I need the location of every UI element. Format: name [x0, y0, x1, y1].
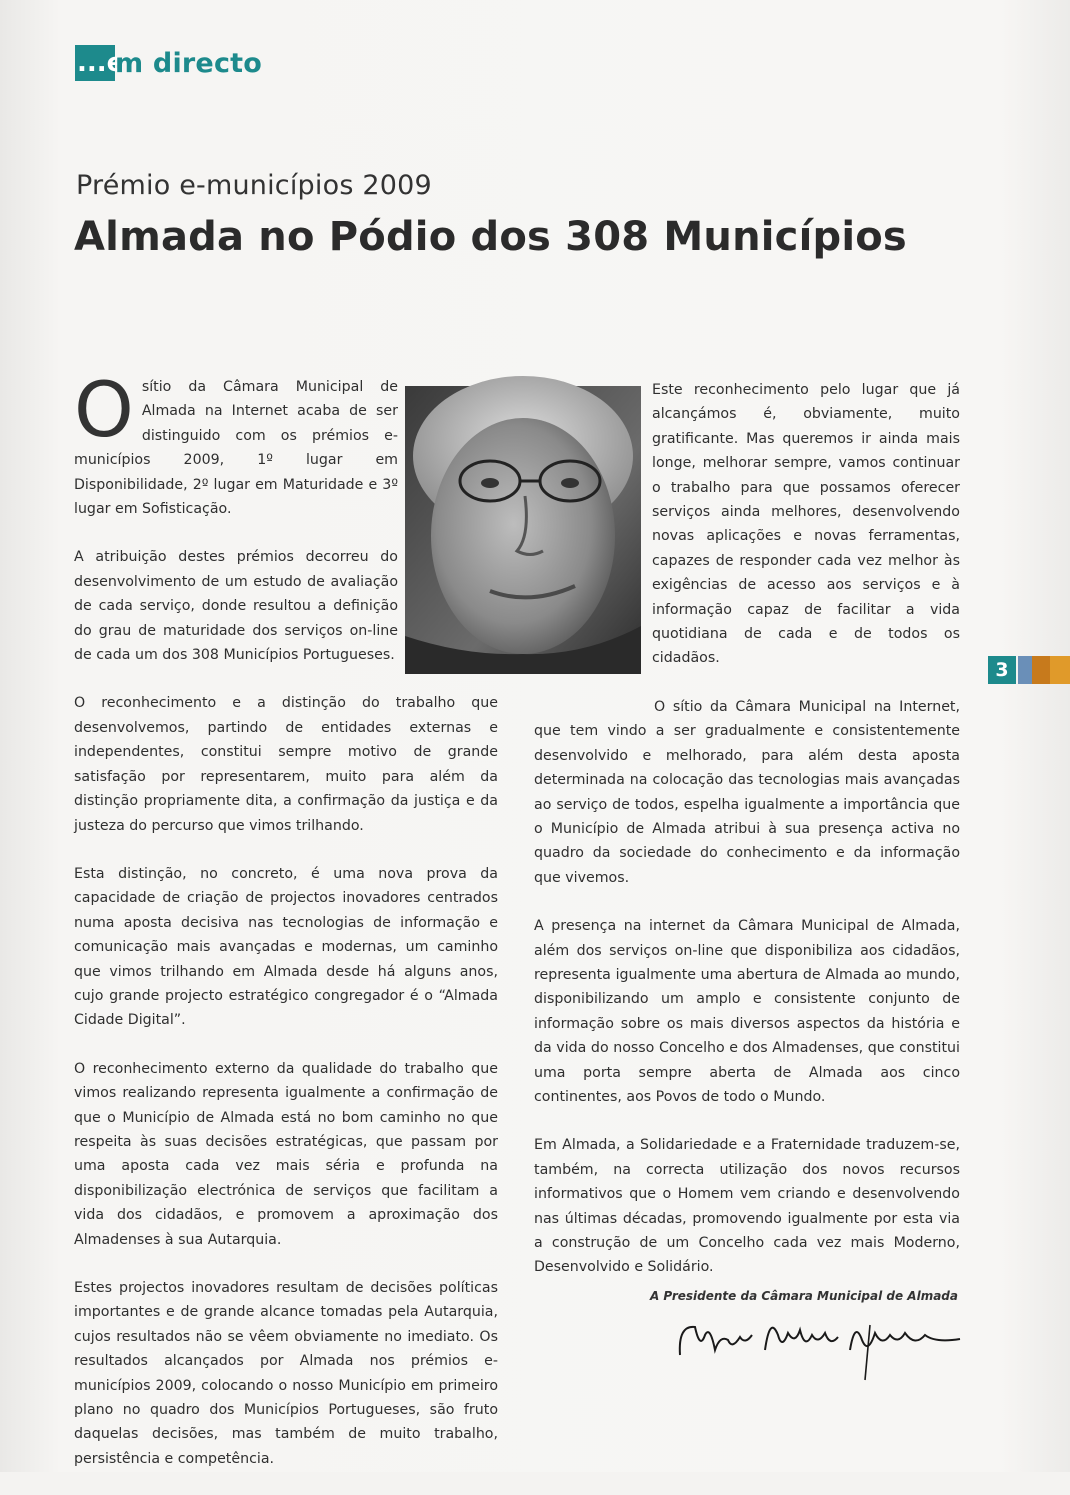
paragraph-text: Em Almada, a Solidariedade e a Fraternidade traduzem-se, também, na correcta utilização dos novos recursos informativos que o Homem vem criando e desenvolvendo nas últimas décadas, promovendo igualmente por esta via a construção de um Concelho cada vez mais Moderno, Desenvolvido e Solidário.: [534, 1137, 960, 1276]
paragraph: [534, 914, 960, 1109]
section-tag-box: ...e: [75, 45, 115, 81]
paragraph-text: A atribuição destes prémios decorreu do desenvolvimento de um estudo de avaliação de cada serviço, donde resultou a definição do grau de maturidade dos serviços on-line de cada um dos 308 Municípios Portugueses.: [74, 549, 398, 664]
paragraph: [534, 378, 960, 671]
paragraph-text: sítio da Câmara Municipal de Almada na Internet acaba de ser distinguido com os prémios e-municípios 2009, 1º lugar em Disponibilidade, 2º lugar em Maturidade e 3º lugar em Sofisticação.: [74, 379, 398, 518]
paragraph-text: O reconhecimento e a distinção do trabalho que desenvolvemos, partindo de entidades externas e independentes, constitui sempre motivo de grande satisfação por representarem, muito para além da distinção propriamente dita, a confirmação da justiça e da justeza do percurso que vimos trilhando.: [74, 695, 498, 834]
handwritten-signature: [670, 1305, 970, 1385]
paragraph-text: Estes projectos inovadores resultam de decisões políticas importantes e de grande alcance tomadas pela Autarquia, cujos resultados não se vêem obviamente no imediato. Os resultados alcançados por Almada nos prémios e-municípios 2009, colocando o nosso Município em primeiro plano no quadro dos Municípios Portugueses, são fruto daquelas decisões, mas também de muito trabalho, persistência e competência.: [74, 1280, 498, 1467]
drop-cap: O: [74, 365, 134, 454]
paragraph-text: Esta distinção, no concreto, é uma nova prova da capacidade de criação de projectos inovadores centrados numa aposta decisiva nas tecnologias de informação e comunicação mais avançadas e modernas, um caminho que vimos trilhando em Almada desde há alguns anos, cujo grande projecto estratégico congregador é o “Almada Cidade Digital”.: [74, 865, 498, 1029]
paragraph-text: A presença na internet da Câmara Municipal de Almada, além dos serviços on-line que disponibiliza aos cidadãos, representa igualmente uma abertura de Almada ao mundo, disponibilizando um amplo e consistente conjunto de informação sobre os mais diversos aspectos da história e da vida do nosso Concelho e dos Almadenses, que constitui uma porta sempre aberta de Almada aos cinco continentes, aos Povos de todo o Mundo.: [534, 918, 960, 1105]
paragraph: [534, 1133, 960, 1279]
stripe: [1018, 656, 1032, 684]
signature-label: A Presidente da Câmara Municipal de Almada: [649, 1289, 958, 1303]
page-color-stripes: [1018, 656, 1070, 684]
paragraph-text: O sítio da Câmara Municipal na Internet, que tem vindo a ser gradualmente e consistentemente desenvolvido e melhorado, para além desta aposta determinada na colocação das tecnologias mais avançadas ao serviço de todos, espelha igualmente a importância que o Município de Almada atribui à sua presença activa no quadro da sociedade do conhecimento e da informação que vivemos.: [534, 698, 960, 886]
stripe: [1032, 656, 1050, 684]
page-number: 3: [988, 656, 1016, 684]
article-subtitle: Prémio e-municípios 2009: [76, 170, 432, 201]
right-column: [534, 378, 960, 1304]
paragraph: [74, 862, 498, 1033]
section-tag-text: m directo: [115, 47, 263, 79]
article-title: Almada no Pódio dos 308 Municípios: [74, 214, 907, 260]
section-tag: [75, 44, 262, 82]
paragraph: [74, 1057, 498, 1252]
paragraph-text: O reconhecimento externo da qualidade do trabalho que vimos realizando representa igualmente a confirmação de que o Município de Almada está no bom caminho no que respeita às suas decisões estratégicas, que passam por uma aposta cada vez mais séria e profunda na disponibilização electrónica de serviços que facilitam a vida dos cidadãos, e promovem a aproximação dos Almadenses à sua Autarquia.: [74, 1060, 498, 1248]
paragraph: [534, 695, 960, 890]
paragraph: [74, 1276, 498, 1471]
paragraph: [74, 691, 498, 837]
paragraph-text: Este reconhecimento pelo lugar que já alcançámos é, obviamente, muito gratificante. Mas queremos ir ainda mais longe, melhorar sempre, vamos continuar o trabalho para que possamos oferecer serviços ainda melhores, desenvolvendo novas aplicações e novas ferramentas, capazes de responder cada vez melhor às exigências de acesso aos serviços e à informação capaz de facilitar a vida quotidiana de cada e de todos os cidadãos.: [652, 382, 960, 667]
stripe: [1050, 656, 1070, 684]
